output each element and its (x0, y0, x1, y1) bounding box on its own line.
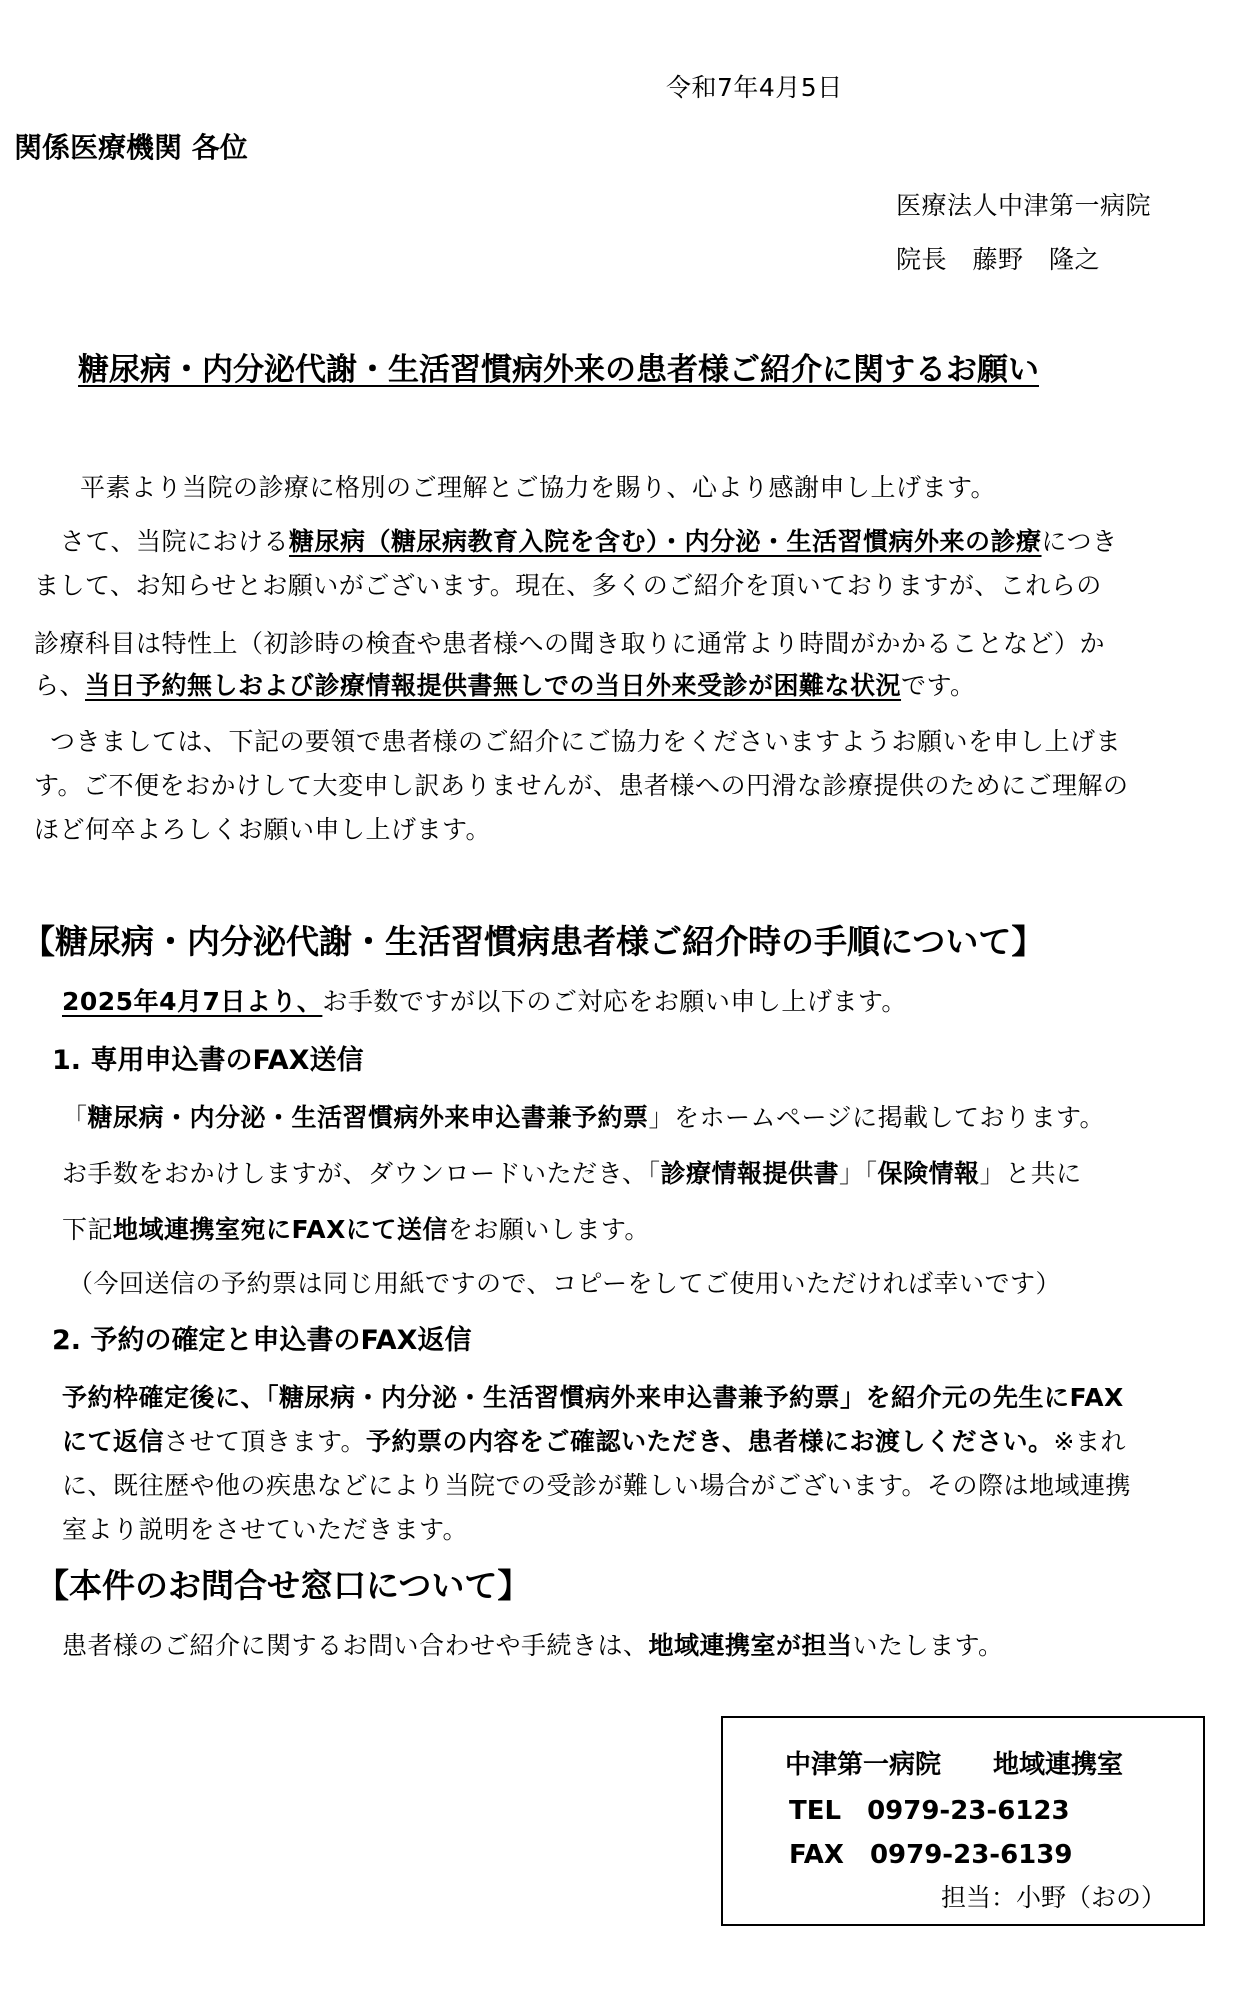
step-1-line-1 (62, 1098, 1105, 1134)
intro-paragraph-1: 平素より当院の診療に格別のご理解とご協力を賜り、心より感謝申し上げます。 (80, 473, 997, 502)
step-2-line-2 (62, 1422, 1126, 1458)
text-span: ※まれ (1053, 1427, 1126, 1456)
text-span: にて返信 (62, 1427, 165, 1456)
step-1-line-3 (62, 1210, 650, 1246)
intro-paragraph-2-line-2: まして、お知らせとお願いがございます。現在、多くのご紹介を頂いておりますが、これらの (34, 571, 1102, 600)
contact-box (721, 1716, 1205, 1926)
contact-org: 中津第一病院 地域連携室 (785, 1750, 1124, 1780)
sender-org: 医療法人中津第一病院 (896, 191, 1152, 220)
intro-paragraph-3-line-1: つきましては、下記の要領で患者様のご紹介にご協力をくださいますようお願いを申し上げま (50, 727, 1122, 756)
emphasis-same-day-difficulty: 当日予約無しおよび診療情報提供書無しでの当日外来受診が困難な状況 (85, 671, 902, 700)
recipient: 関係医療機関 各位 (14, 131, 248, 164)
insurance-info: 保険情報 (877, 1159, 980, 1188)
text-span: さて、当院における (60, 527, 290, 556)
start-date: 2025年4月7日より、 (62, 987, 323, 1016)
form-name: 糖尿病・内分泌・生活習慣病外来申込書兼予約票 (87, 1103, 649, 1132)
step-1-title: 1. 専用申込書のFAX送信 (52, 1045, 364, 1076)
text-span: お手数をおかけしますが、ダウンロードいただき、「 (62, 1159, 661, 1188)
text-span: 」をホームページに掲載しております。 (648, 1103, 1106, 1132)
text-span: 」と共に (979, 1159, 1082, 1188)
text-span: 下記 (62, 1215, 114, 1244)
contact-fax: FAX 0979-23-6139 (789, 1840, 1073, 1870)
emphasis-outpatient-scope: 糖尿病（糖尿病教育入院を含む）・内分泌・生活習慣病外来の診療 (289, 527, 1042, 556)
step-2-line-1: 予約枠確定後に、「糖尿病・内分泌・生活習慣病外来申込書兼予約票」を紹介元の先生にFAX (62, 1383, 1124, 1412)
intro-paragraph-3-line-2: す。ご不便をおかけして大変申し訳ありませんが、患者様への円滑な診療提供のためにご理解の (34, 771, 1129, 800)
text-span: 患者様のご紹介に関するお問い合わせや手続きは、 (62, 1631, 649, 1660)
intro-paragraph-2-line-3: 診療科目は特性上（初診時の検査や患者様への聞き取りに通常より時間がかかることなど）か (34, 629, 1106, 658)
text-span: です。 (901, 671, 976, 700)
text-span: いたします。 (852, 1631, 1004, 1660)
document-title: 糖尿病・内分泌代謝・生活習慣病外来の患者様ご紹介に関するお願い (78, 352, 1039, 388)
contact-person: 担当：小野（おの） (941, 1883, 1167, 1912)
intro-paragraph-2-line-4 (34, 666, 976, 702)
text-span: につき (1041, 527, 1118, 556)
contact-line (62, 1626, 1004, 1662)
confirm-instruction: 予約票の内容をご確認いただき、患者様にお渡しください。 (366, 1427, 1054, 1456)
step-2-title: 2. 予約の確定と申込書のFAX返信 (52, 1325, 472, 1356)
procedure-start-line (62, 982, 907, 1018)
document-date: 令和7年4月5日 (666, 73, 843, 102)
sender-director: 院長 藤野 隆之 (896, 245, 1101, 274)
text-span: お手数ですが以下のご対応をお願い申し上げます。 (322, 987, 907, 1016)
text-span: 「 (62, 1103, 88, 1132)
text-span: ら、 (34, 671, 86, 700)
text-span: 」「 (839, 1159, 878, 1188)
contact-department: 地域連携室が担当 (648, 1631, 853, 1660)
fax-destination: 地域連携室宛にFAXにて送信 (113, 1215, 448, 1244)
text-span: をお願いします。 (447, 1215, 650, 1244)
contact-tel[interactable]: TEL 0979-23-6123 (789, 1796, 1070, 1826)
step-1-note: （今回送信の予約票は同じ用紙ですので、コピーをしてご使用いただければ幸いです） (68, 1269, 1062, 1298)
contact-heading: 【本件のお問合せ窓口について】 (36, 1566, 531, 1605)
intro-paragraph-3-line-3: ほど何卒よろしくお願い申し上げます。 (34, 815, 492, 844)
step-2-line-3: に、既往歴や他の疾患などにより当院での受診が難しい場合がございます。その際は地域連携 (62, 1471, 1132, 1500)
referral-document: 診療情報提供書 (660, 1159, 840, 1188)
text-span: させて頂きます。 (164, 1427, 367, 1456)
procedure-heading: 【糖尿病・内分泌代謝・生活習慣病患者様ご紹介時の手順について】 (22, 922, 1045, 961)
step-2-line-4: 室より説明をさせていただきます。 (62, 1515, 469, 1544)
intro-paragraph-2-line-1 (60, 522, 1118, 558)
step-1-line-2 (62, 1154, 1082, 1190)
